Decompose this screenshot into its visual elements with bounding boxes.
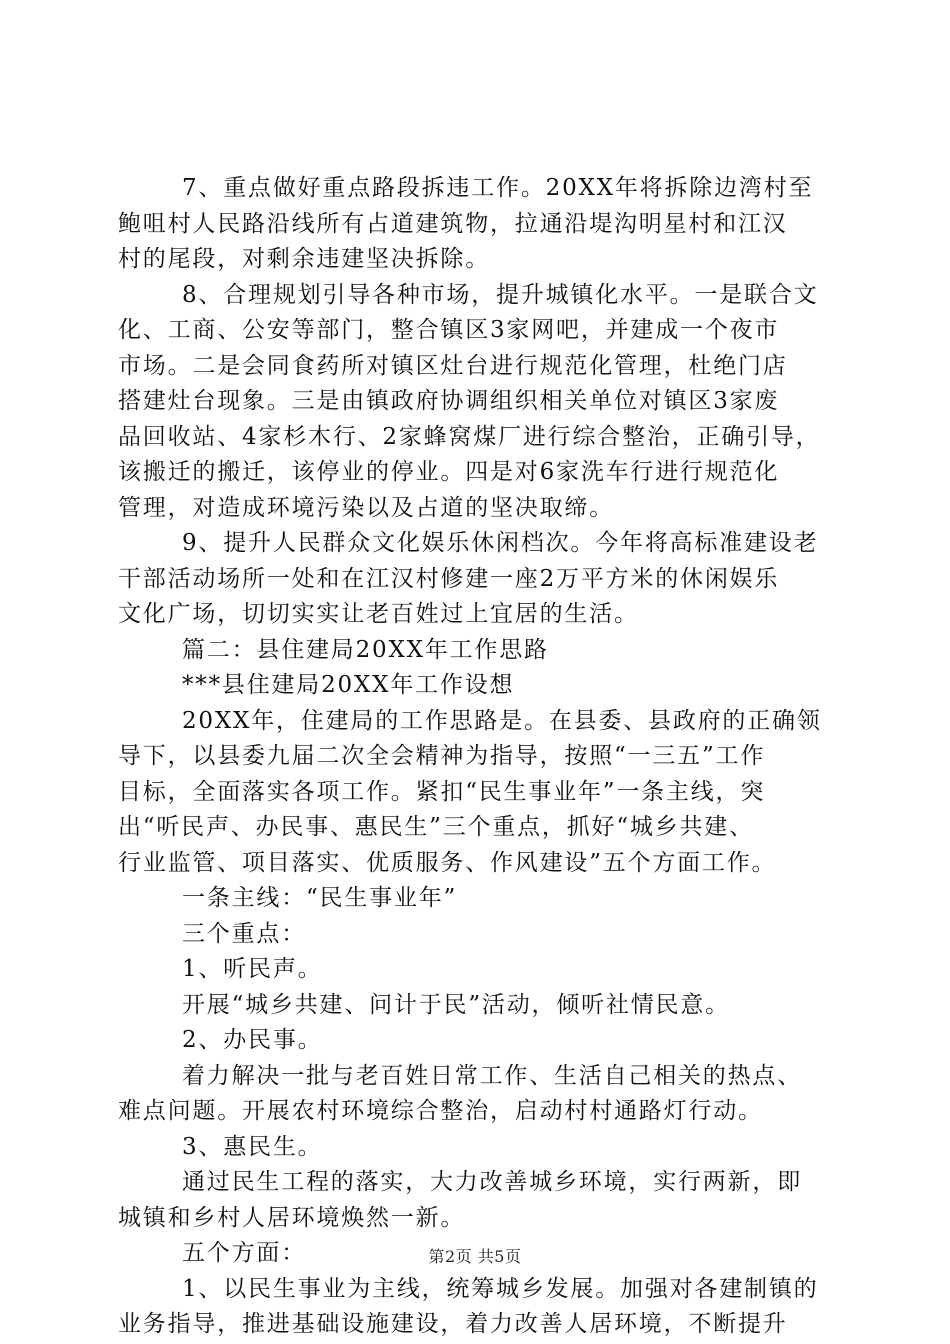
text-line: 着力解决一批与老百姓日常工作、生活自己相关的热点、 [182, 1062, 802, 1089]
text-line: 行业监管、项目落实、优质服务、作风建设”五个方面工作。 [118, 849, 777, 876]
text-line: 2、办民事。 [182, 1027, 323, 1053]
text-line: 篇二：县住建局20XX年工作思路 [182, 636, 549, 663]
text-line: 通过民生工程的落实，大力改善城乡环境，实行两新，即 [182, 1169, 802, 1195]
text-line: 3、惠民生。 [182, 1133, 323, 1160]
text-line: 导下，以县委九届二次全会精神为指导，按照“一三五”工作 [118, 743, 766, 769]
text-line: 三个重点： [182, 920, 306, 947]
text-line: 该搬迁的搬迁，该停业的停业。四是对6家洗车行进行规范化 [118, 459, 780, 485]
text-line: 五个方面： [182, 1240, 306, 1266]
text-line: 1、听民声。 [182, 956, 323, 982]
text-line: 出“听民声、办民事、惠民生”三个重点，抓好“城乡共建、 [118, 814, 754, 840]
text-line: 20XX年，住建局的工作思路是。在县委、县政府的正确领 [182, 707, 822, 734]
text-line: 9、提升人民群众文化娱乐休闲档次。今年将高标准建设老 [182, 530, 819, 556]
text-line: 品回收站、4家杉木行、2家蜂窝煤厂进行综合整治，正确引导， [118, 423, 821, 450]
document-body [118, 171, 838, 1343]
text-line: 难点问题。开展农村环境综合整治，启动村村通路灯行动。 [118, 1098, 763, 1124]
text-line: 干部活动场所一处和在江汉村修建一座2万平方米的休闲娱乐 [118, 565, 780, 592]
text-line: 鲍咀村人民路沿线所有占道建筑物，拉通沿堤沟明星村和江汉 [118, 210, 788, 237]
text-line: ***县住建局20XX年工作设想 [182, 672, 515, 698]
text-line: 市场。二是会同食药所对镇区灶台进行规范化管理，杜绝门店 [118, 352, 788, 379]
text-line: 管理，对造成环境污染以及占道的坚决取缔。 [118, 494, 614, 521]
page-footer: 第2页 共5页 [428, 1247, 522, 1266]
text-line: 开展“城乡共建、问计于民”活动，倾听社情民意。 [182, 991, 730, 1018]
text-line: 业务指导，推进基础设施建设，着力改善人居环境，不断提升 [118, 1311, 788, 1337]
text-line: 化、工商、公安等部门，整合镇区3家网吧，并建成一个夜市 [118, 317, 780, 343]
text-line: 村的尾段，对剩余违建坚决拆除。 [118, 246, 490, 272]
text-line: 7、重点做好重点路段拆违工作。20XX年将拆除边湾村至 [182, 175, 814, 201]
text-line: 目标，全面落实各项工作。紧扣“民生事业年”一条主线，突 [118, 778, 766, 805]
text-line: 8、合理规划引导各种市场，提升城镇化水平。一是联合文 [182, 281, 819, 308]
text-line: 城镇和乡村人居环境焕然一新。 [118, 1204, 466, 1231]
text-line: 一条主线：“民生事业年” [182, 885, 458, 911]
text-line: 搭建灶台现象。三是由镇政府协调组织相关单位对镇区3家废 [118, 388, 780, 414]
text-line: 文化广场，切切实实让老百姓过上宜居的生活。 [118, 601, 639, 627]
text-line: 1、以民生事业为主线，统筹城乡发展。加强对各建制镇的 [182, 1275, 819, 1302]
